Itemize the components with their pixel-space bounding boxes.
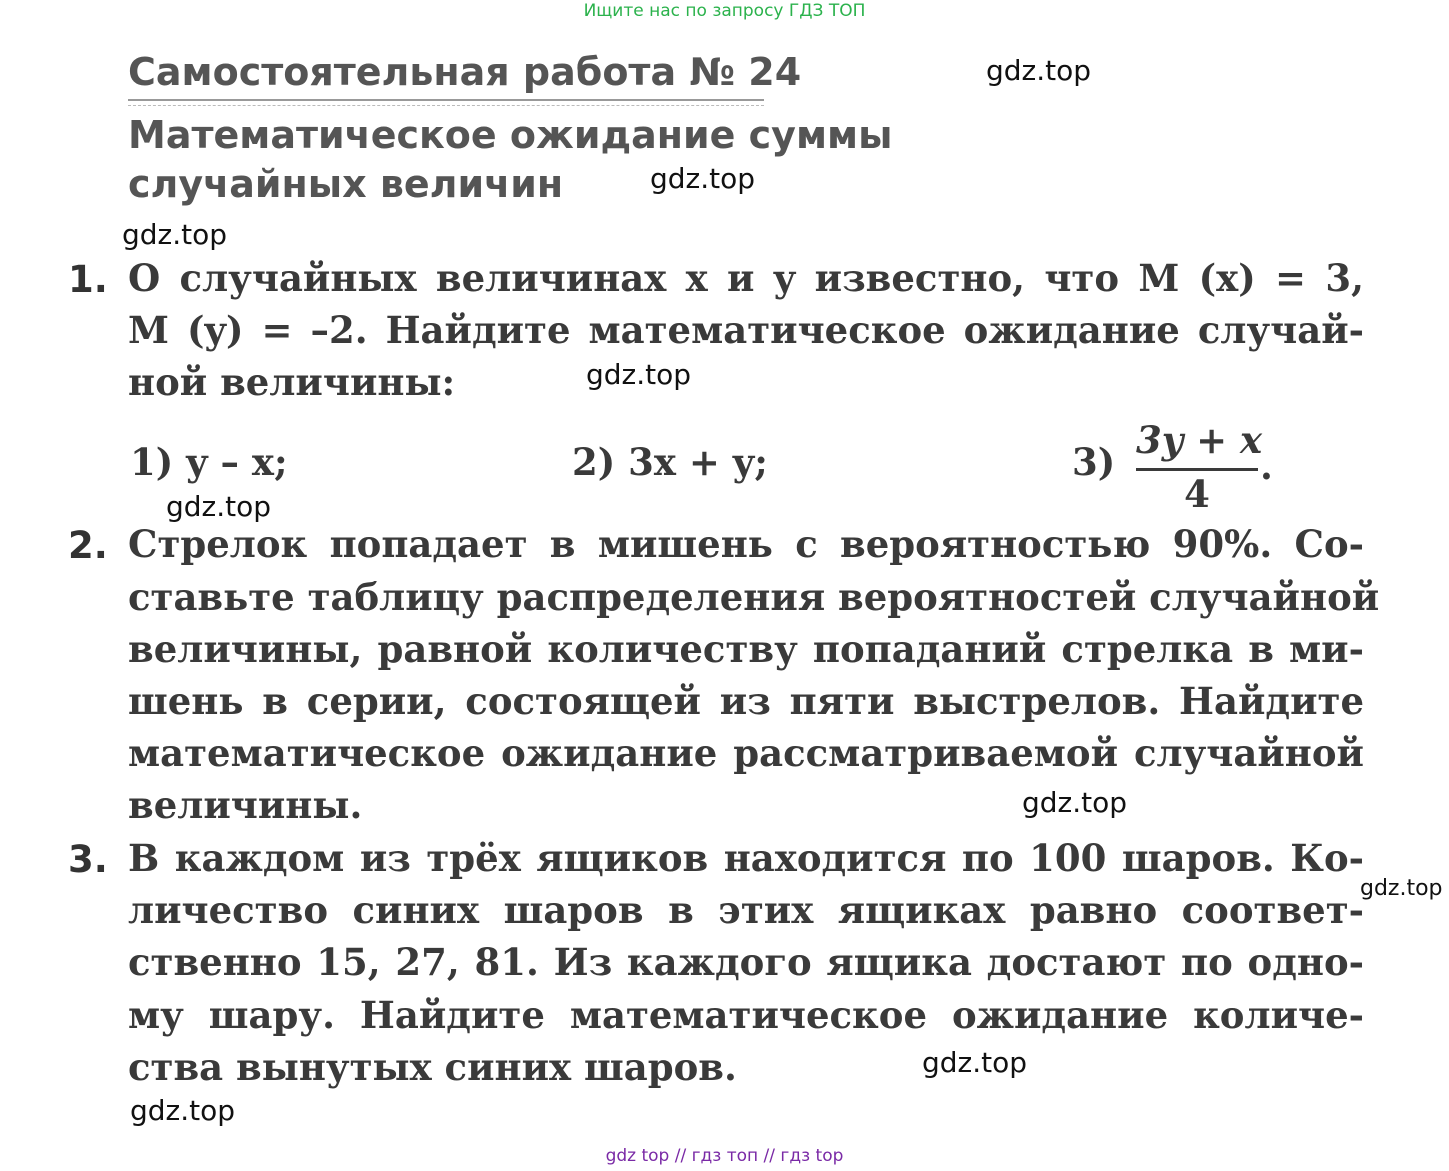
task-1-option-3-end: . [1260,444,1273,488]
top-banner: Ищите нас по запросу ГДЗ ТОП [583,1,866,21]
task-2-line: ставьте таблицу распределения вероятностей случайной [128,575,1380,619]
fraction-bar [1136,468,1258,471]
subtitle-line-1: Математическое ожидание суммы [128,113,893,157]
task-1-option-2: 2) 3x + y; [572,440,768,484]
task-3-line: ства вынутых синих шаров. [128,1045,737,1089]
worksheet-title: Самостоятельная работа № 24 [128,50,802,94]
watermark: gdz.top [1022,786,1128,819]
task-2-line: величины. [128,783,363,827]
task-1-line: О случайных величинах x и y известно, что M (x) = 3, [128,256,1364,300]
task-2-line: шень в серии, состоящей из пяти выстрелов. Найдите [128,679,1364,723]
watermark: gdz.top [922,1046,1028,1079]
task-3-line: ственно 15, 27, 81. Из каждого ящика достают по одно- [128,940,1364,984]
task-1-option-3-label: 3) [1072,440,1116,484]
watermark: gdz.top [166,490,272,523]
task-3-line: В каждом из трёх ящиков находится по 100 шаров. Ко- [128,836,1364,880]
fraction-denominator: 4 [1184,472,1210,516]
task-2-line: Стрелок попадает в мишень с вероятностью 90%. Со- [128,522,1364,566]
watermark: gdz.top [650,162,756,195]
watermark: gdz.top [586,358,692,391]
fraction-numerator: 3y + x [1136,418,1263,462]
subtitle-line-2: случайных величин [128,162,564,206]
task-1-line: M (y) = –2. Найдите математическое ожидание случай- [128,308,1364,352]
task-1-line: ной величины: [128,360,456,404]
title-underline [128,99,764,106]
watermark: gdz.top [1360,876,1443,901]
task-1-option-1: 1) y – x; [130,440,288,484]
watermark: gdz.top [130,1094,236,1127]
footer-links: gdz top // гдз топ // гдз top [605,1146,844,1166]
watermark: gdz.top [986,54,1092,87]
task-3-line: му шару. Найдите математическое ожидание количе- [128,993,1364,1037]
task-3-number: 3. [68,838,108,881]
watermark: gdz.top [122,218,228,251]
task-2-line: математическое ожидание рассматриваемой случайной [128,731,1364,775]
task-2-line: величины, равной количеству попаданий стрелка в ми- [128,627,1364,671]
task-2-number: 2. [68,524,108,567]
task-1-number: 1. [68,258,108,301]
task-3-line: личество синих шаров в этих ящиках равно соответ- [128,888,1364,932]
